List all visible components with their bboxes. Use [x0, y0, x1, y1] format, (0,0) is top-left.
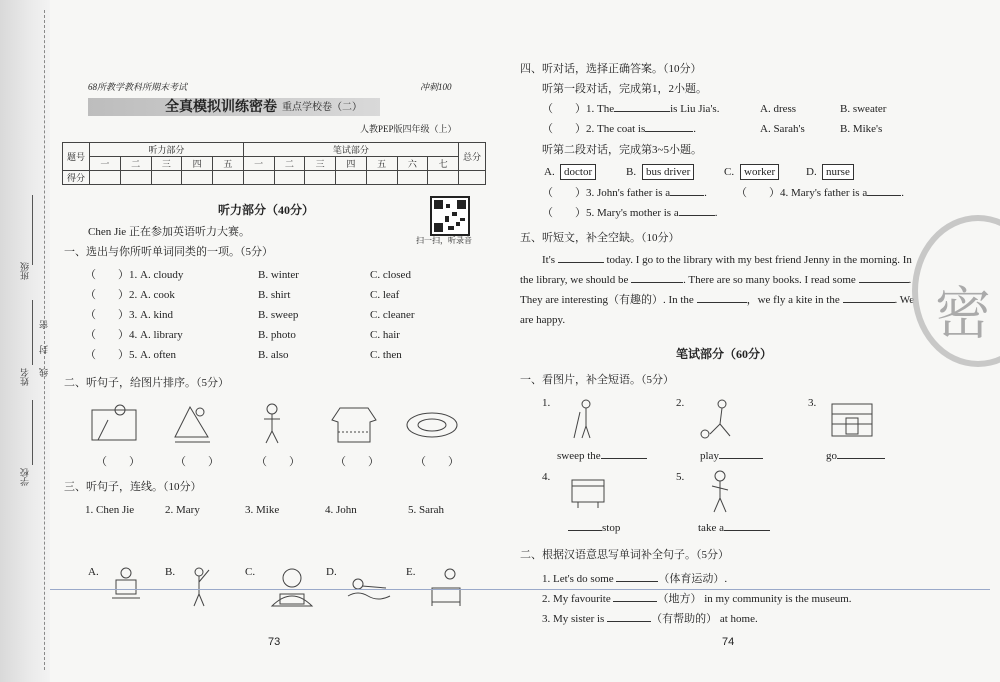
- s1-q1-b: B. winter: [258, 269, 299, 281]
- s3-title: 三、听句子，连线。（10分）: [64, 481, 202, 493]
- s4-q1-b: B. sweater: [840, 103, 887, 115]
- opt-worker: worker: [740, 164, 779, 180]
- opt-bus-driver: bus driver: [642, 164, 694, 180]
- seal-char-3: 线: [39, 368, 49, 377]
- s1-q4-c: C. hair: [370, 329, 400, 341]
- s1-q5: （ ）5. A. often: [85, 349, 177, 361]
- num: 三: [305, 157, 336, 171]
- s2-blank-3[interactable]: （ ）: [256, 456, 300, 468]
- w1-phr-1: sweep the: [557, 449, 647, 463]
- opt-nurse: nurse: [822, 164, 854, 180]
- w2-q3: 3. My sister is （有帮助的） at home.: [542, 613, 758, 625]
- s3-letter-e: E.: [406, 566, 416, 578]
- w1-title: 一、看图片，补全短语。（5分）: [520, 374, 674, 386]
- binding-gutter: [0, 0, 50, 682]
- s3-name-4: 4. John: [325, 504, 357, 516]
- intro: Chen Jie 正在参加英语听力大赛。: [88, 226, 250, 238]
- opt-b-letter: B.: [626, 166, 637, 178]
- s1-q1: （ ）1. A. cloudy: [85, 269, 184, 281]
- s4-q1-a: A. dress: [760, 103, 797, 115]
- num: 一: [90, 157, 121, 171]
- opt-c-letter: C.: [724, 166, 735, 178]
- s1-q2: （ ）2. A. cook: [85, 289, 175, 301]
- picture-sweep-icon: [570, 398, 598, 440]
- s4-q5: （ ）5. Mary's mother is a .: [542, 207, 718, 219]
- s5-line4: are happy.: [520, 314, 566, 326]
- w2-title: 二、根据汉语意思写单词补全句子。（5分）: [520, 549, 729, 561]
- picture-boy-tennis-icon: [187, 566, 211, 608]
- s1-q2-b: B. shirt: [258, 289, 291, 301]
- s2-blank-1[interactable]: （ ）: [96, 456, 140, 468]
- qr-code: [430, 196, 470, 236]
- s1-q3-c: C. cleaner: [370, 309, 415, 321]
- th-listening: 听力部分: [90, 143, 244, 157]
- opt-d-letter: D.: [806, 166, 817, 178]
- page-title: 全真模拟训练密卷: [165, 99, 277, 115]
- s1-q4-b: B. photo: [258, 329, 296, 341]
- scan-line: [50, 589, 990, 590]
- num: 七: [428, 157, 459, 171]
- w1-num-3: 3.: [808, 397, 817, 409]
- s5-line1: It's today. I go to the library with my best friend Jenny in the morning. In: [542, 254, 912, 266]
- s2-title: 二、听句子，给图片排序。（5分）: [64, 377, 229, 389]
- seal-char-2: 封: [39, 345, 49, 354]
- w1-num-4: 4.: [542, 471, 551, 483]
- picture-sweater-icon: [330, 402, 378, 446]
- s1-q2-c: C. leaf: [370, 289, 400, 301]
- picture-shopping-icon: [830, 400, 878, 440]
- s4-q2: （ ）2. The coat is .: [542, 123, 697, 135]
- s2-blank-4[interactable]: （ ）: [335, 456, 379, 468]
- title-tag: 重点学校卷（二）: [282, 102, 362, 113]
- s2-blank-2[interactable]: （ ）: [175, 456, 219, 468]
- th-question: 题号: [63, 143, 90, 171]
- picture-bus-stop-icon: [568, 472, 608, 510]
- class-label: 班级: [20, 262, 30, 280]
- opt-doctor: doctor: [560, 164, 596, 180]
- s4-title: 四、听对话，选择正确答案。（10分）: [520, 63, 702, 75]
- picture-tree-icon: [170, 402, 215, 444]
- picture-girl-bed-icon: [428, 566, 464, 608]
- s1-q1-c: C. closed: [370, 269, 411, 281]
- picture-football-icon: [700, 398, 740, 440]
- s3-letter-a: A.: [88, 566, 99, 578]
- s1-q3: （ ）3. A. kind: [85, 309, 173, 321]
- th-score: 得分: [63, 171, 90, 185]
- th-total: 总分: [459, 143, 486, 171]
- seal-char-1: 密: [39, 320, 49, 329]
- name-line: [32, 300, 33, 365]
- seal-stamp-char: 密: [935, 282, 991, 347]
- listening-header: 听力部分（40分）: [218, 203, 315, 217]
- class-line: [32, 195, 33, 265]
- s3-letter-d: D.: [326, 566, 337, 578]
- school-line: [32, 400, 33, 465]
- s3-name-3: 3. Mike: [245, 504, 280, 516]
- picture-field-icon: [405, 405, 460, 441]
- s1-title: 一、选出与你所听单词同类的一项。（5分）: [64, 246, 273, 258]
- s3-letter-c: C.: [245, 566, 256, 578]
- picture-walking-icon: [706, 470, 734, 514]
- s4-q4: （ ）4. Mary's father is a .: [736, 187, 904, 199]
- s3-letter-b: B.: [165, 566, 176, 578]
- w1-num-1: 1.: [542, 397, 551, 409]
- s4-q3: （ ）3. John's father is a .: [542, 187, 707, 199]
- num: 四: [182, 157, 213, 171]
- s3-name-1: 1. Chen Jie: [85, 504, 135, 516]
- w2-q2: 2. My favourite （地方） in my community is the museum.: [542, 593, 852, 605]
- s5-line2: the library, we should be . There are so many books. I read some .: [520, 274, 912, 286]
- num: 二: [120, 157, 151, 171]
- picture-girl-writing-icon: [110, 566, 142, 606]
- s3-name-5: 5. Sarah: [408, 504, 445, 516]
- s1-q5-b: B. also: [258, 349, 289, 361]
- num: 一: [243, 157, 274, 171]
- s5-title: 五、听短文，补全空缺。（10分）: [520, 232, 680, 244]
- w1-phr-5: take a: [698, 521, 770, 535]
- s1-q3-b: B. sweep: [258, 309, 299, 321]
- s1-q4: （ ）4. A. library: [85, 329, 183, 341]
- num: 五: [213, 157, 244, 171]
- s1-q5-c: C. then: [370, 349, 402, 361]
- school-label: 学校: [20, 468, 30, 486]
- s2-blank-5[interactable]: （ ）: [415, 456, 459, 468]
- s4-second: 听第二段对话，完成第3~5小题。: [542, 144, 702, 156]
- s4-q2-b: B. Mike's: [840, 123, 883, 135]
- w2-q1: 1. Let's do some （体育运动）.: [542, 573, 728, 585]
- w1-phr-3: go: [826, 449, 885, 463]
- brand: 冲刺100: [420, 82, 452, 92]
- s4-first: 听第一段对话，完成第1，2小题。: [542, 83, 707, 95]
- num: 六: [397, 157, 428, 171]
- s3-name-2: 2. Mary: [165, 504, 200, 516]
- score-table: [62, 142, 486, 185]
- picture-cleaning-icon: [88, 400, 143, 445]
- s5-line3: They are interesting（有趣的）. In the ，we fly a kite in the . We: [520, 294, 915, 306]
- num: 三: [151, 157, 182, 171]
- written-header: 笔试部分（60分）: [676, 347, 773, 361]
- header-small: 68所教学教科所期末考试: [88, 82, 188, 92]
- w1-num-5: 5.: [676, 471, 685, 483]
- w1-phr-4: stop: [568, 521, 620, 535]
- picture-boy-icon: [260, 403, 285, 445]
- qr-caption: 扫一扫，听录音: [416, 236, 472, 245]
- name-label: 姓名: [20, 368, 30, 386]
- picture-girl-reading-icon: [266, 566, 318, 610]
- page-number-right: 74: [722, 636, 735, 648]
- w1-num-2: 2.: [676, 397, 685, 409]
- num: 五: [366, 157, 397, 171]
- num: 四: [336, 157, 367, 171]
- s4-q2-a: A. Sarah's: [760, 123, 805, 135]
- num: 二: [274, 157, 305, 171]
- cut-line: [44, 10, 45, 670]
- w1-phr-2: play: [700, 449, 763, 463]
- s4-q1: （ ）1. The is Liu Jia's.: [542, 103, 720, 115]
- opt-a-letter: A.: [544, 166, 555, 178]
- th-written: 笔试部分: [243, 143, 458, 157]
- page-number-left: 73: [268, 636, 281, 648]
- edition: 人教PEP版四年级（上）: [360, 124, 457, 134]
